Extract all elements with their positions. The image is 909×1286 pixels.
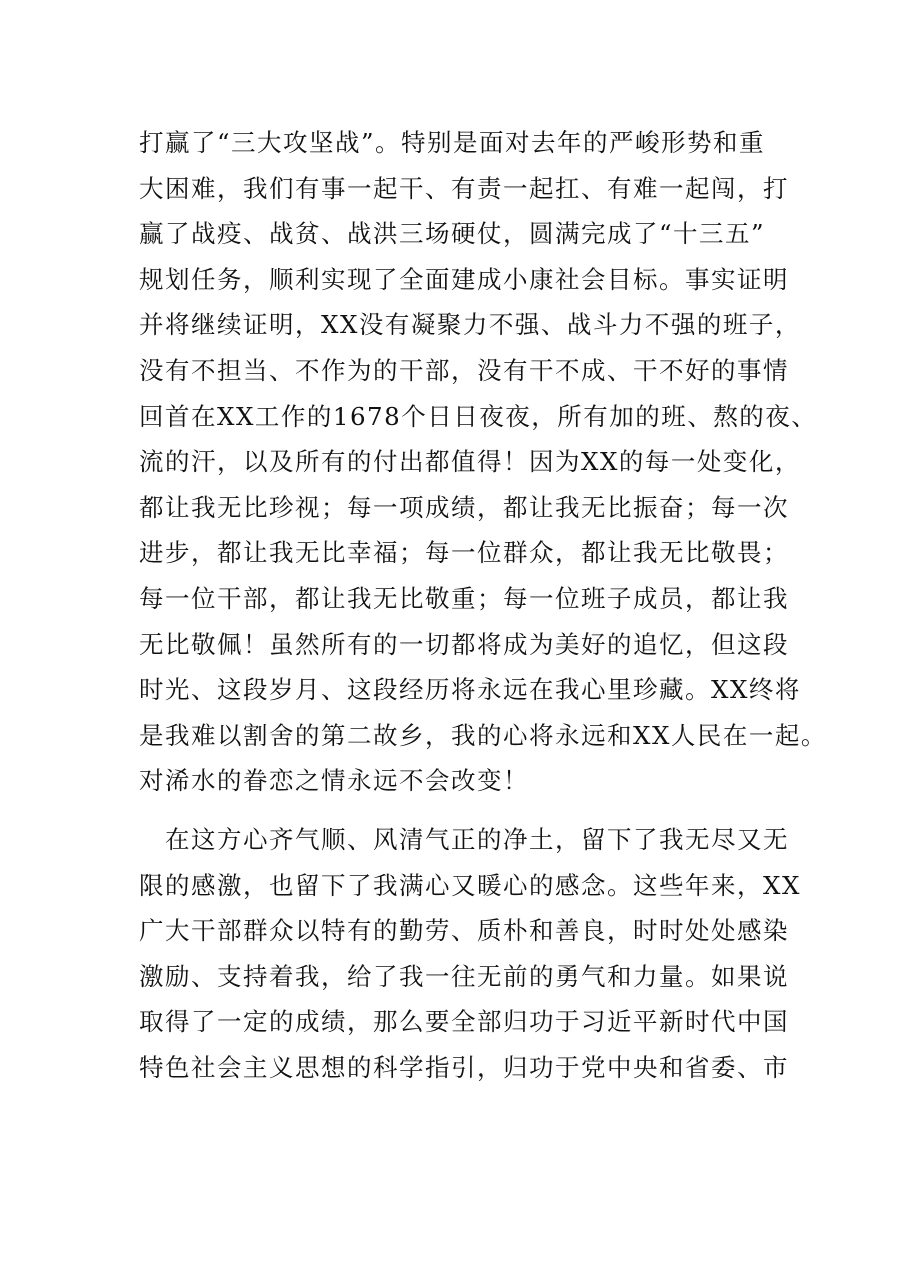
- text-line: 在这方心齐气顺、风清气正的净土，留下了我无尽又无: [139, 824, 789, 854]
- text-line: 赢了战疫、战贫、战洪三场硬仗，圆满完成了“十三五”: [139, 219, 766, 249]
- body-text: [139, 120, 827, 1090]
- text-line: 进步，都让我无比幸福；每一位群众，都让我无比敬畏；: [139, 538, 789, 568]
- text-line: 每一位干部，都让我无比敬重；每一位班子成员，都让我: [139, 583, 789, 613]
- text-line: 对浠水的眷恋之情永远不会改变！: [139, 766, 529, 796]
- text-line: 回首在XX工作的1678个日日夜夜，所有加的班、熬的夜、: [139, 401, 818, 431]
- text-line: 是我难以割舍的第二故乡，我的心将永远和XX人民在一起。: [139, 720, 827, 750]
- text-line: 特色社会主义思想的科学指引，归功于党中央和省委、市: [139, 1052, 789, 1082]
- paragraph-1: [139, 120, 827, 804]
- text-line: 流的汗，以及所有的付出都值得！因为XX的每一处变化，: [139, 447, 801, 477]
- text-line: 广大干部群众以特有的勤劳、质朴和善良，时时处处感染: [139, 916, 789, 946]
- text-line: 时光、这段岁月、这段经历将永远在我心里珍藏。XX终将: [139, 675, 801, 705]
- text-line: 限的感激，也留下了我满心又暖心的感念。这些年来，XX: [139, 870, 801, 900]
- text-line: 取得了一定的成绩，那么要全部归功于习近平新时代中国: [139, 1007, 789, 1037]
- paragraph-gap: [139, 804, 799, 817]
- paragraph-2: [139, 817, 799, 1091]
- text-line: 并将继续证明，XX没有凝聚力不强、战斗力不强的班子，: [139, 310, 801, 340]
- text-line: 激励、支持着我，给了我一往无前的勇气和力量。如果说: [139, 961, 789, 991]
- text-line: 没有不担当、不作为的干部，没有干不成、干不好的事情: [139, 355, 789, 385]
- text-line: 打赢了“三大攻坚战”。特别是面对去年的严峻形势和重: [139, 128, 766, 157]
- text-line: 无比敬佩！虽然所有的一切都将成为美好的追忆，但这段: [139, 629, 789, 659]
- text-line: 大困难，我们有事一起干、有责一起扛、有难一起闯，打: [139, 173, 789, 203]
- text-line: 都让我无比珍视；每一项成绩，都让我无比振奋；每一次: [139, 492, 789, 522]
- text-line: 规划任务，顺利实现了全面建成小康社会目标。事实证明: [139, 264, 789, 294]
